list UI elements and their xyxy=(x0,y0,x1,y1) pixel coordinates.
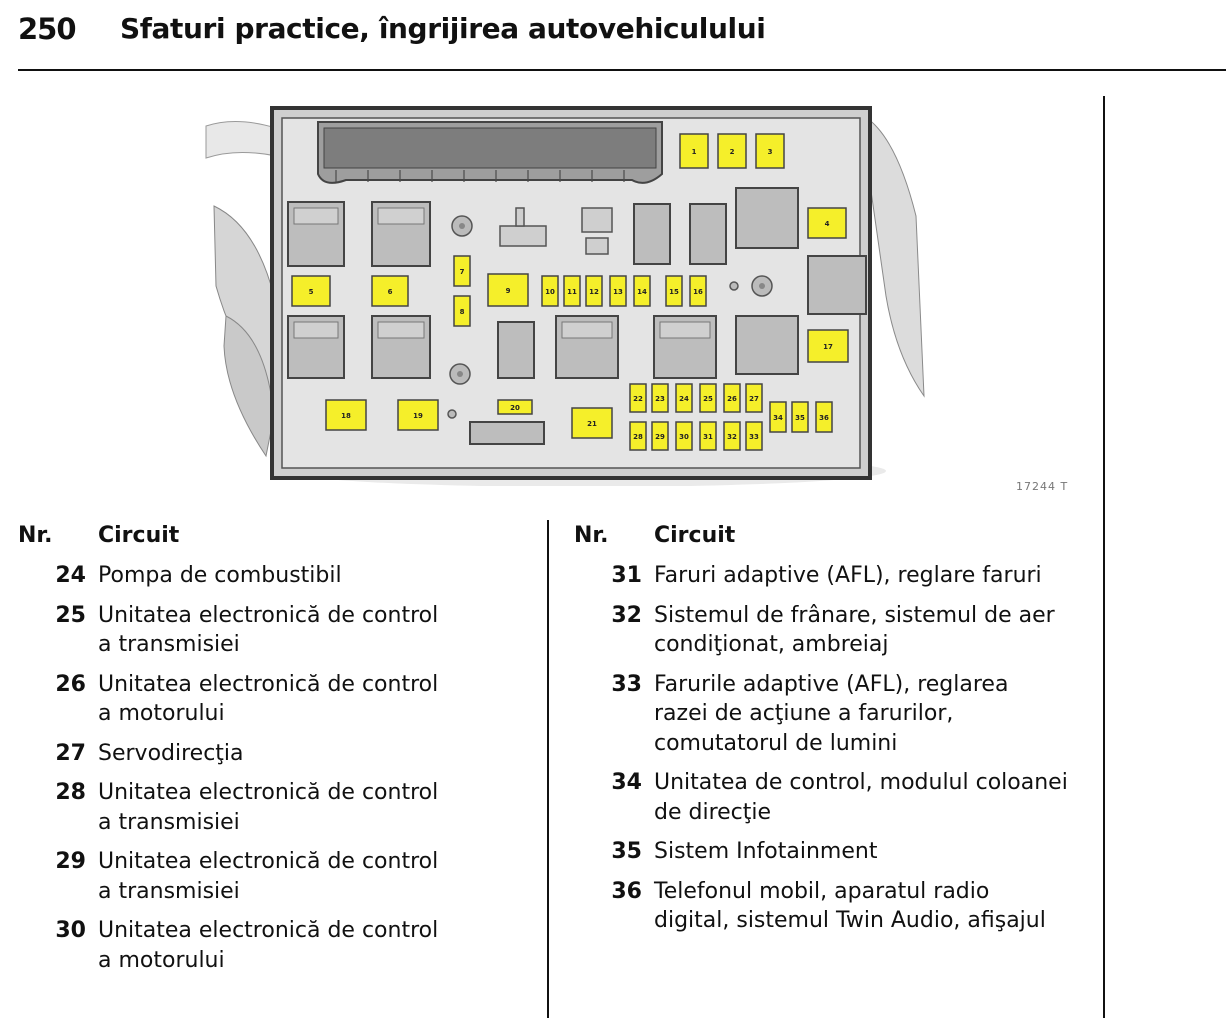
column-header-circuit: Circuit xyxy=(98,523,180,548)
circuit-number: 29 xyxy=(55,849,86,874)
column-header-circuit: Circuit xyxy=(654,523,736,548)
circuit-description: Pompa de combustibil xyxy=(98,563,342,588)
list-item xyxy=(18,739,538,769)
circuit-number: 33 xyxy=(611,671,642,697)
circuit-description: Unitatea electronică de control a motorului xyxy=(98,671,439,726)
circuit-description: Farurile adaptive (AFL), reglarea razei de acţiune a farurilor, comutatorul de lumini xyxy=(654,671,1009,756)
circuit-list xyxy=(574,561,1094,946)
fuse-label: 4 xyxy=(824,220,830,228)
fuse-label: 12 xyxy=(589,288,599,296)
fuse-label: 31 xyxy=(703,433,713,441)
fuse-label: 32 xyxy=(727,433,737,441)
right-margin-rule xyxy=(1103,96,1105,1018)
circuit-number: 31 xyxy=(611,563,642,588)
list-item xyxy=(18,561,538,591)
fuse-label: 17 xyxy=(823,343,833,351)
fuse-label: 22 xyxy=(633,395,643,403)
circuit-number: 24 xyxy=(55,563,86,588)
list-item xyxy=(574,670,1094,759)
circuit-description: Faruri adaptive (AFL), reglare faruri xyxy=(654,563,1042,588)
circuit-number: 28 xyxy=(55,780,86,805)
fuse-label: 14 xyxy=(637,288,647,296)
circuit-list xyxy=(18,561,538,985)
list-item xyxy=(18,670,538,729)
circuit-description: Sistem Infotainment xyxy=(654,839,878,864)
circuit-number: 30 xyxy=(55,918,86,943)
figure-code: 17244 T xyxy=(1016,480,1069,493)
list-item xyxy=(574,561,1094,591)
circuit-number: 26 xyxy=(55,671,86,697)
circuit-description: Telefonul mobil, aparatul radio digital, sistemul Twin Audio, afişajul xyxy=(654,878,1046,933)
circuit-number: 34 xyxy=(611,770,642,795)
fuse-label: 29 xyxy=(655,433,665,441)
fuse-label: 26 xyxy=(727,395,737,403)
circuit-number: 25 xyxy=(55,602,86,628)
fuse-label: 13 xyxy=(613,288,623,296)
fuse-label: 3 xyxy=(767,148,773,156)
fuse-label: 20 xyxy=(510,404,520,412)
page-title: Sfaturi practice, îngrijirea autovehiculului xyxy=(120,12,766,45)
fuse-label: 33 xyxy=(749,433,759,441)
fuse-label: 6 xyxy=(387,288,393,296)
fuse-label: 2 xyxy=(729,148,735,156)
fuse-label: 11 xyxy=(567,288,577,296)
fuse-label: 10 xyxy=(545,288,555,296)
header-rule xyxy=(18,69,1226,71)
fuse-label: 8 xyxy=(459,308,465,316)
fuse-label: 24 xyxy=(679,395,689,403)
circuit-description: Unitatea electronică de control a transmisiei xyxy=(98,849,439,904)
page-header xyxy=(18,12,1226,72)
list-item xyxy=(574,601,1094,660)
circuit-number: 27 xyxy=(55,740,86,766)
fuse-label: 16 xyxy=(693,288,703,296)
list-item xyxy=(574,768,1094,827)
fuse-box-diagram xyxy=(196,96,930,486)
fuse-label: 27 xyxy=(749,395,759,403)
fuse-label: 28 xyxy=(633,433,643,441)
column-header-nr: Nr. xyxy=(18,523,53,548)
circuit-number: 36 xyxy=(611,878,642,904)
fuse-label: 5 xyxy=(308,288,314,296)
fuse-label: 18 xyxy=(341,412,351,420)
fuse-label: 9 xyxy=(505,287,511,295)
circuit-number: 32 xyxy=(611,602,642,628)
fuse-label: 19 xyxy=(413,412,423,420)
circuit-number: 35 xyxy=(611,839,642,864)
list-item xyxy=(18,916,538,975)
fuse-label: 35 xyxy=(795,414,805,422)
fuse-label: 23 xyxy=(655,395,665,403)
circuit-description: Unitatea electronică de control a transmisiei xyxy=(98,780,439,835)
list-item xyxy=(18,601,538,660)
fuse-label: 7 xyxy=(459,268,465,276)
list-item xyxy=(18,847,538,906)
circuit-description: Unitatea electronică de control a motorului xyxy=(98,918,439,973)
circuit-description: Servodirecţia xyxy=(98,740,244,766)
fuse-label: 21 xyxy=(587,420,597,428)
fuse-label: 36 xyxy=(819,414,829,422)
fuse-label: 34 xyxy=(773,414,783,422)
list-item xyxy=(574,877,1094,936)
column-header-nr: Nr. xyxy=(574,523,609,548)
fuse-label: 25 xyxy=(703,395,713,403)
circuit-description: Unitatea de control, modulul coloanei de direcţie xyxy=(654,770,1068,825)
fuse-label: 15 xyxy=(669,288,679,296)
fuse-label: 30 xyxy=(679,433,689,441)
circuit-description: Sistemul de frânare, sistemul de aer condiţionat, ambreiaj xyxy=(654,602,1055,657)
list-item xyxy=(18,778,538,837)
page-number: 250 xyxy=(18,12,76,46)
circuit-description: Unitatea electronică de control a transmisiei xyxy=(98,602,439,657)
fuse-box-illustration xyxy=(196,96,930,486)
fuse-label: 1 xyxy=(691,148,697,156)
list-item xyxy=(574,837,1094,867)
column-divider xyxy=(547,520,549,1018)
